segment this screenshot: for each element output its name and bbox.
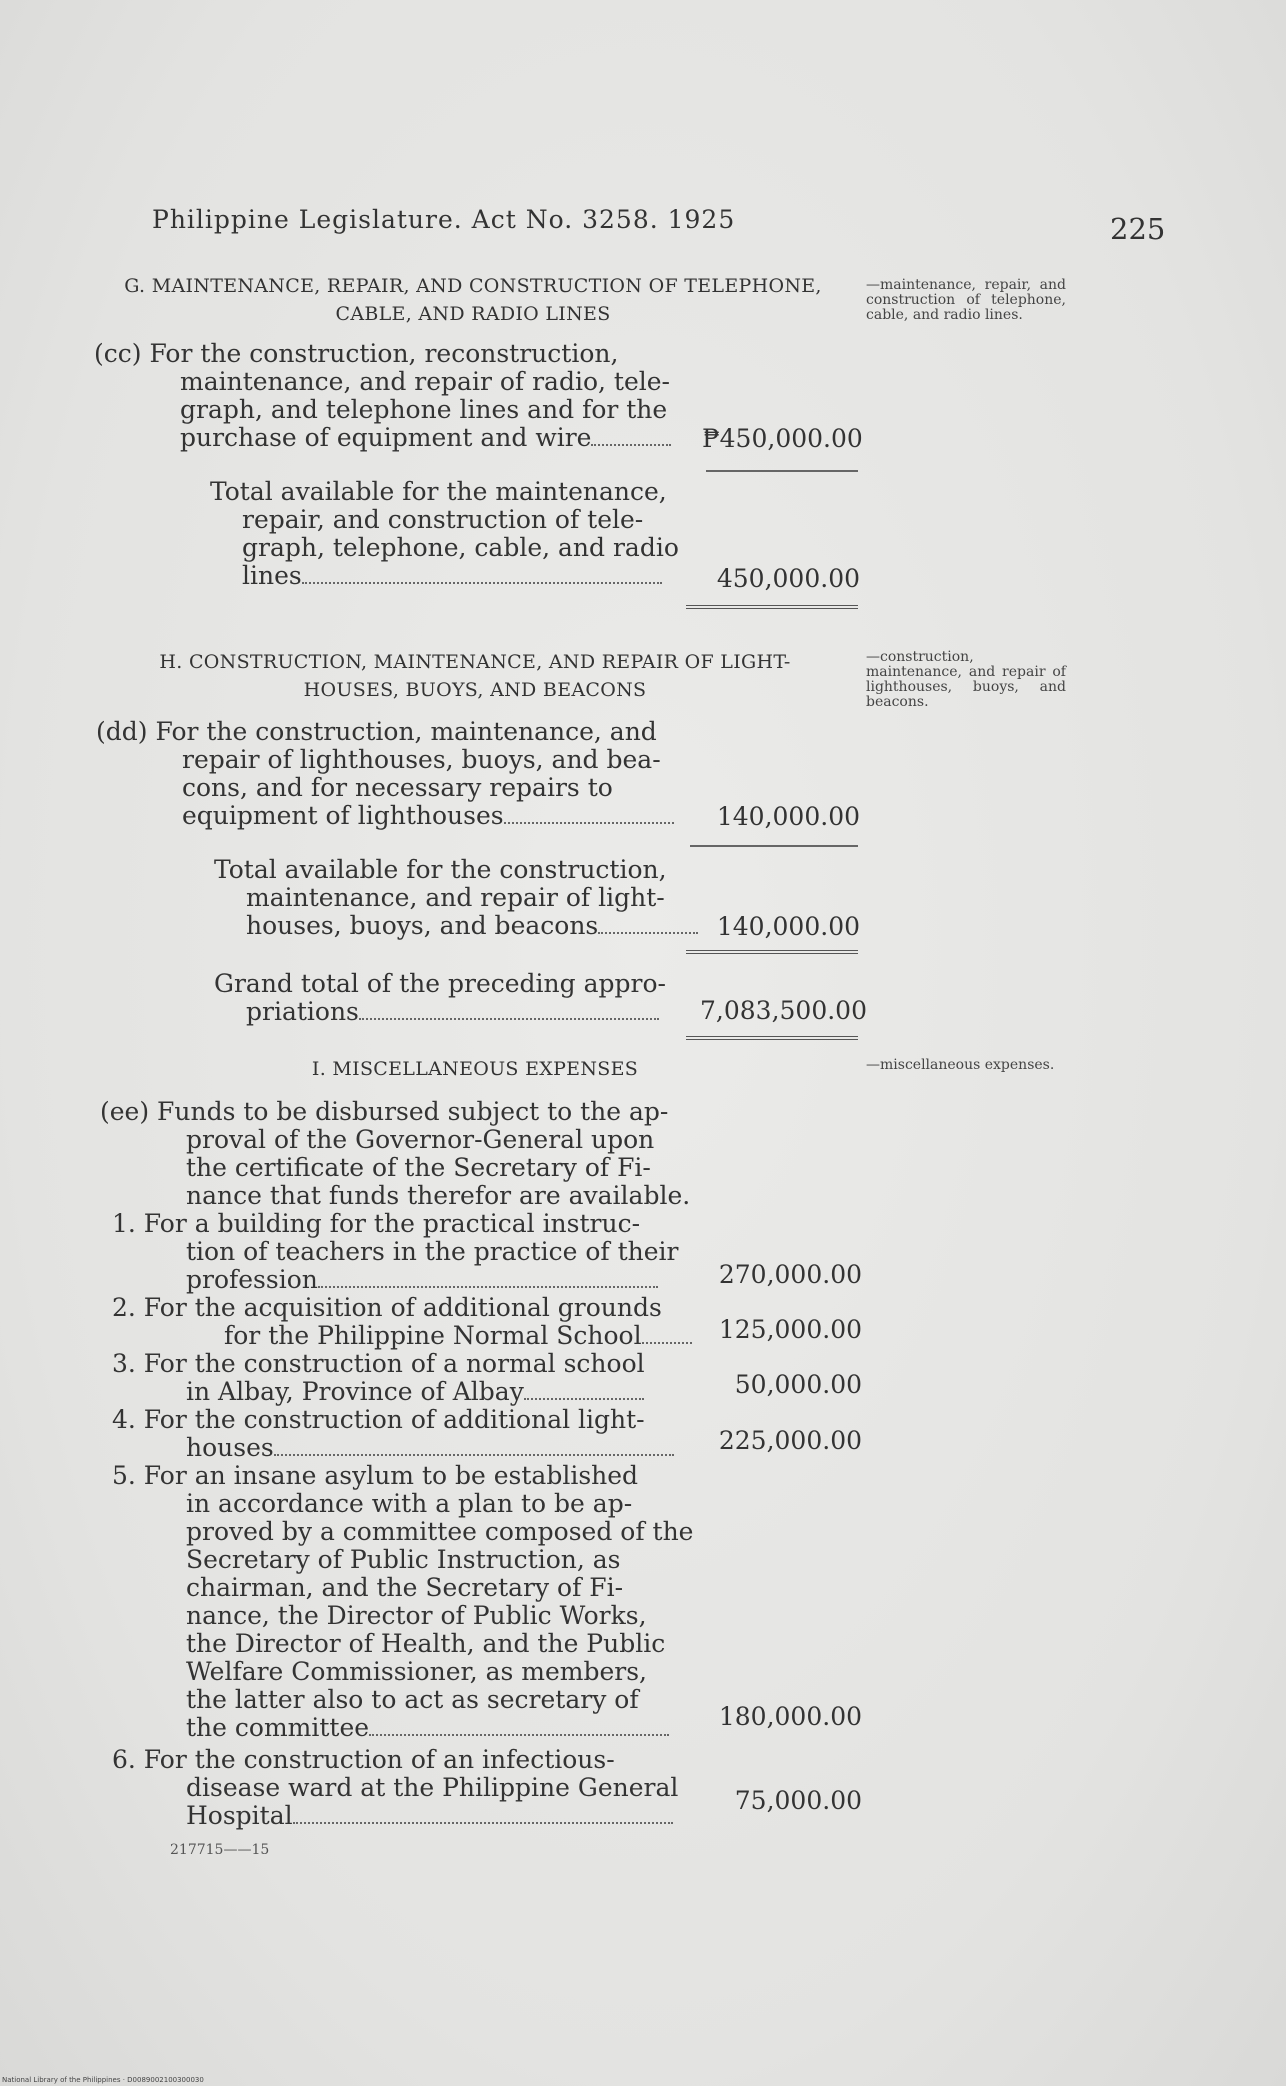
source-credit: National Library of the Philippines · D0089002100300030 <box>2 2076 204 2084</box>
misc-item-4-amount: 225,000.00 <box>718 1426 862 1455</box>
misc-item-line: for the Philippine Normal School <box>224 1321 642 1350</box>
total-line: repair, and construction of tele- <box>242 505 644 534</box>
total-line: Total available for the maintenance, <box>210 477 667 506</box>
misc-item-line: Secretary of Public Instruction, as <box>186 1545 621 1574</box>
misc-item-5 <box>112 1462 712 1742</box>
section-g-heading-line1: G. MAINTENANCE, REPAIR, AND CONSTRUCTION OF TELEPHONE, <box>124 275 822 297</box>
item-ee-line: (ee) Funds to be disbursed subject to the ap- <box>100 1097 669 1126</box>
misc-item-line: the committee <box>186 1713 370 1742</box>
item-ee-line: nance that funds therefor are available. <box>186 1181 691 1210</box>
dot-leader <box>359 1018 659 1020</box>
misc-item-2-amount: 125,000.00 <box>718 1315 862 1344</box>
dot-leader <box>369 1734 669 1736</box>
section-g-heading <box>88 272 858 328</box>
misc-item-line: Hospital <box>186 1801 293 1830</box>
total-line: graph, telephone, cable, and radio <box>242 533 679 562</box>
item-dd-amount: 140,000.00 <box>716 802 860 831</box>
misc-item-2 <box>112 1294 712 1350</box>
section-g-total-amount: 450,000.00 <box>716 564 860 593</box>
item-cc-line: purchase of equipment and wire <box>180 423 592 452</box>
section-h-total-amount: 140,000.00 <box>716 912 860 941</box>
item-dd-line: (dd) For the construction, maintenance, and <box>96 717 657 746</box>
item-cc-amount: ₱450,000.00 <box>702 424 863 453</box>
section-g-total <box>210 478 710 590</box>
grand-total-line: priations <box>246 997 359 1026</box>
misc-item-line: nance, the Director of Public Works, <box>186 1601 647 1630</box>
dot-leader <box>524 1398 644 1400</box>
dot-leader <box>591 444 671 446</box>
misc-item-line: 4. For the construction of additional light- <box>112 1405 645 1434</box>
section-g-heading-line2: CABLE, AND RADIO LINES <box>335 303 611 325</box>
section-g-margin-note: —maintenance, repair, and construction of telephone, cable, and radio lines. <box>866 277 1066 323</box>
page-number: 225 <box>1110 212 1166 246</box>
misc-item-6-amount: 75,000.00 <box>734 1786 862 1815</box>
item-cc-line: maintenance, and repair of radio, tele- <box>180 367 670 396</box>
grand-total <box>214 970 714 1026</box>
misc-item-1 <box>112 1210 712 1294</box>
misc-item-1-amount: 270,000.00 <box>718 1260 862 1289</box>
item-cc-line: graph, and telephone lines and for the <box>180 395 668 424</box>
misc-item-line: the Director of Health, and the Public <box>186 1629 666 1658</box>
item-dd-line: equipment of lighthouses <box>182 801 504 830</box>
printer-code: 217715——15 <box>170 1842 270 1858</box>
dot-leader <box>293 1822 673 1824</box>
misc-item-6 <box>112 1746 712 1830</box>
dot-leader <box>274 1454 674 1456</box>
item-dd <box>96 718 696 830</box>
section-h-heading-line2: HOUSES, BUOYS, AND BEACONS <box>303 679 647 701</box>
misc-item-line: in Albay, Province of Albay <box>186 1377 524 1406</box>
section-h-margin-note: —construction, maintenance, and repair of lighthouses, buoys, and beacons. <box>866 649 1066 710</box>
misc-item-line: tion of teachers in the practice of their <box>186 1237 679 1266</box>
misc-item-line: 3. For the construction of a normal school <box>112 1349 645 1378</box>
total-line: maintenance, and repair of light- <box>246 883 665 912</box>
total-line: Total available for the construction, <box>214 855 667 884</box>
section-h-heading <box>92 648 858 704</box>
subtotal-rule <box>690 845 858 847</box>
item-dd-line: cons, and for necessary repairs to <box>182 773 613 802</box>
subtotal-rule <box>706 470 858 472</box>
item-cc <box>94 340 694 452</box>
misc-item-line: 1. For a building for the practical instruc- <box>112 1209 641 1238</box>
item-dd-line: repair of lighthouses, buoys, and bea- <box>182 745 661 774</box>
misc-item-line: the latter also to act as secretary of <box>186 1685 639 1714</box>
misc-item-5-amount: 180,000.00 <box>718 1702 862 1731</box>
item-ee-line: proval of the Governor-General upon <box>186 1125 655 1154</box>
item-ee-line: the certificate of the Secretary of Fi- <box>186 1153 651 1182</box>
running-header: Philippine Legislature. Act No. 3258. 1925 <box>152 205 736 234</box>
grand-total-amount: 7,083,500.00 <box>700 996 867 1025</box>
item-ee-intro <box>100 1098 720 1210</box>
dot-leader <box>318 1286 658 1288</box>
item-cc-line: (cc) For the construction, reconstruction, <box>94 339 619 368</box>
total-line: lines <box>242 561 302 590</box>
section-i-margin-note: —miscellaneous expenses. <box>866 1057 1055 1073</box>
section-i-heading: I. MISCELLANEOUS EXPENSES <box>311 1058 639 1080</box>
misc-item-line: 5. For an insane asylum to be established <box>112 1461 639 1490</box>
misc-item-line: in accordance with a plan to be ap- <box>186 1489 633 1518</box>
grand-total-line: Grand total of the preceding appro- <box>214 969 666 998</box>
total-line: houses, buoys, and beacons <box>246 911 599 940</box>
dot-leader <box>302 582 662 584</box>
dot-leader <box>598 932 698 934</box>
section-h-total <box>214 856 714 940</box>
misc-item-3 <box>112 1350 712 1406</box>
misc-item-line: houses <box>186 1433 274 1462</box>
dot-leader <box>642 1342 692 1344</box>
grand-total-double-rule <box>686 1036 858 1040</box>
misc-item-line: 2. For the acquisition of additional grounds <box>112 1293 662 1322</box>
total-double-rule <box>686 605 858 609</box>
misc-item-4 <box>112 1406 712 1462</box>
misc-item-line: proved by a committee composed of the <box>186 1517 694 1546</box>
misc-item-line: chairman, and the Secretary of Fi- <box>186 1573 624 1602</box>
total-double-rule <box>686 950 858 954</box>
misc-item-line: disease ward at the Philippine General <box>186 1773 679 1802</box>
misc-item-3-amount: 50,000.00 <box>734 1370 862 1399</box>
section-h-heading-line1: H. CONSTRUCTION, MAINTENANCE, AND REPAIR OF LIGHT- <box>159 651 791 673</box>
misc-item-line: profession <box>186 1265 318 1294</box>
dot-leader <box>504 822 674 824</box>
misc-item-line: Welfare Commissioner, as members, <box>186 1657 647 1686</box>
misc-item-line: 6. For the construction of an infectious- <box>112 1745 615 1774</box>
